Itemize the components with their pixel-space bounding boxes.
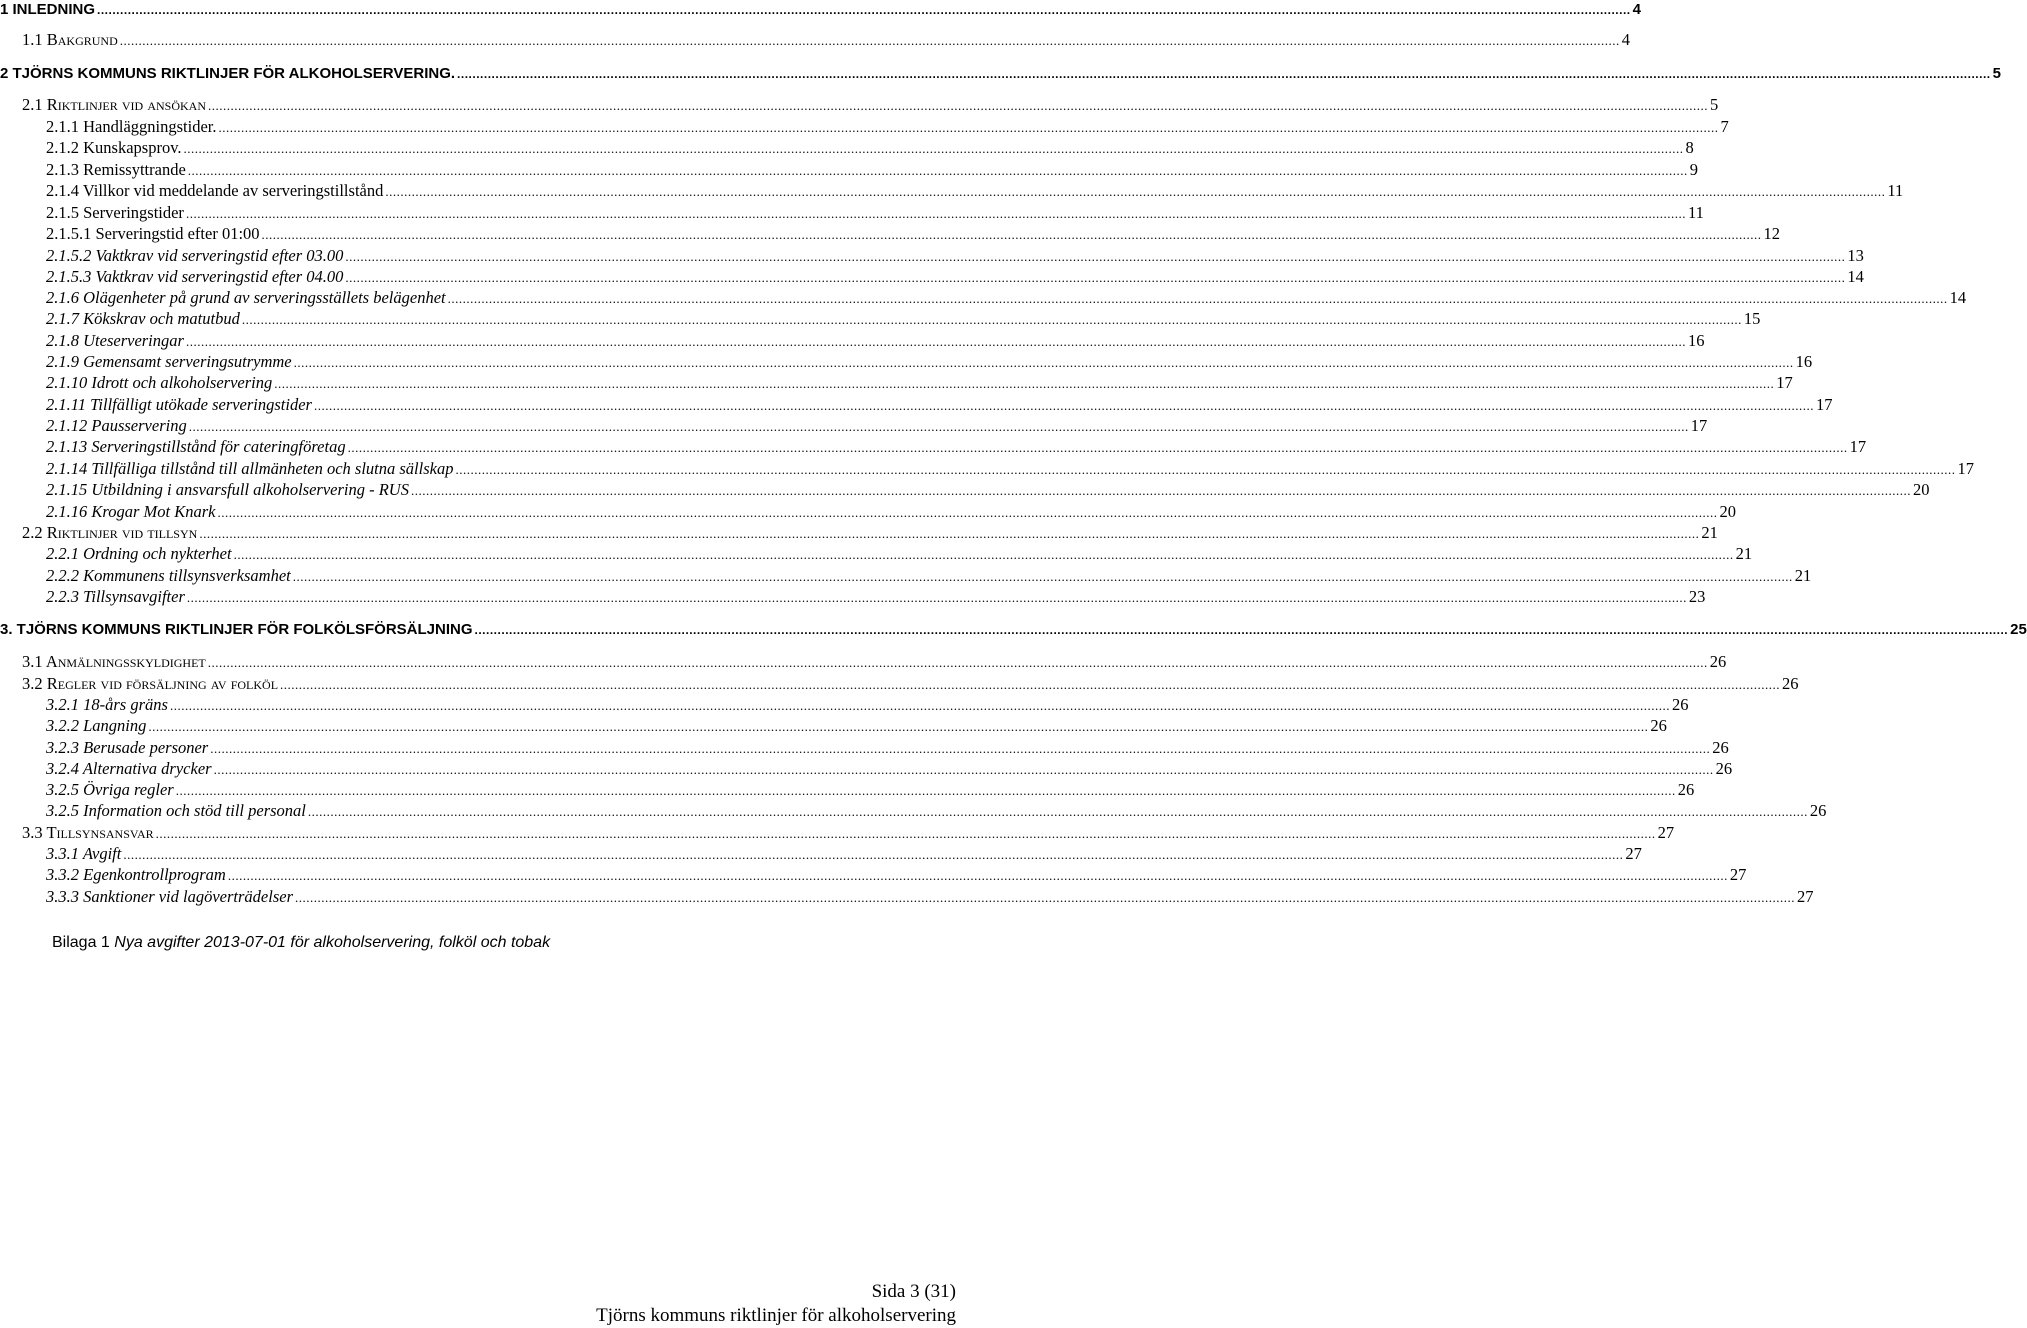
toc-entry-title: 2.1.8 Uteserveringar bbox=[46, 331, 184, 350]
toc-entry-title: 3.3 Tillsynsansvar bbox=[22, 823, 154, 842]
toc-leader-dots: ................................................................................................................................................................................................................................................................................................................................................................................................................ bbox=[210, 741, 1711, 756]
toc-entry[interactable] bbox=[46, 459, 1974, 479]
toc-leader-dots: ................................................................................................................................................................................................................................................................................................................................................................................................................ bbox=[345, 249, 1846, 264]
toc-entry[interactable] bbox=[46, 117, 1729, 137]
toc-leader-dots: ................................................................................................................................................................................................................................................................................................................................................................................................................ bbox=[457, 67, 1991, 81]
toc-entry-title: 3.2.3 Berusade personer bbox=[46, 738, 209, 757]
toc-entry[interactable] bbox=[46, 203, 1704, 223]
toc-entry-page: 4 bbox=[1621, 30, 1631, 49]
toc-entry-page: 14 bbox=[1949, 288, 1967, 307]
toc-entry-page: 8 bbox=[1685, 138, 1694, 157]
toc-entry[interactable] bbox=[22, 823, 1675, 843]
toc-entry-title: 2.1.5.2 Vaktkrav vid serveringstid efter 03.00 bbox=[46, 246, 344, 265]
toc-entry-title: 3.2.2 Langning bbox=[46, 716, 147, 735]
toc-leader-dots: ................................................................................................................................................................................................................................................................................................................................................................................................................ bbox=[292, 569, 1793, 584]
toc-entry-page: 17 bbox=[1849, 437, 1867, 456]
toc-entry-title: 3.2 Regler vid försäljning av folköl bbox=[22, 674, 279, 693]
toc-entry-title: 3.2.4 Alternativa drycker bbox=[46, 759, 212, 778]
toc-entry-title: 2.1.7 Kökskrav och matutbud bbox=[46, 309, 240, 328]
toc-leader-dots: ................................................................................................................................................................................................................................................................................................................................................................................................................ bbox=[183, 141, 1684, 156]
toc-entry-page: 13 bbox=[1847, 246, 1864, 265]
toc-leader-dots: ................................................................................................................................................................................................................................................................................................................................................................................................................ bbox=[97, 3, 1631, 17]
toc-leader-dots: ................................................................................................................................................................................................................................................................................................................................................................................................................ bbox=[241, 312, 1742, 327]
toc-entry-title: 2.2 Riktlinjer vid tillsyn bbox=[22, 523, 198, 542]
toc-entry-title: 2.1.15 Utbildning i ansvarsfull alkoholservering - RUS bbox=[46, 480, 409, 499]
appendix-label: Bilaga 1 bbox=[52, 934, 110, 951]
toc-entry-page: 16 bbox=[1795, 352, 1813, 371]
toc-entry-title: 2.1.5.1 Serveringstid efter 01:00 bbox=[46, 224, 260, 243]
toc-leader-dots: ................................................................................................................................................................................................................................................................................................................................................................................................................ bbox=[155, 826, 1656, 841]
toc-entry-title: 2.2.1 Ordning och nykterhet bbox=[46, 544, 232, 563]
toc-entry-page: 26 bbox=[1677, 780, 1695, 799]
toc-entry[interactable] bbox=[46, 865, 1747, 885]
toc-entry-page: 11 bbox=[1687, 203, 1704, 222]
toc-leader-dots: ................................................................................................................................................................................................................................................................................................................................................................................................................ bbox=[295, 890, 1796, 905]
toc-entry-title: 1 INLEDNING bbox=[0, 1, 96, 18]
toc-entry[interactable] bbox=[22, 674, 1799, 694]
toc-entry[interactable] bbox=[22, 95, 1719, 115]
toc-entry-page: 12 bbox=[1763, 224, 1781, 243]
toc-leader-dots: ................................................................................................................................................................................................................................................................................................................................................................................................................ bbox=[313, 398, 1814, 413]
toc-entry[interactable] bbox=[46, 138, 1694, 158]
toc-leader-dots: ................................................................................................................................................................................................................................................................................................................................................................................................................ bbox=[218, 120, 1719, 135]
page-number: Sida 3 (31) bbox=[871, 1281, 956, 1302]
toc-entry-title: 2.1.1 Handläggningstider. bbox=[46, 117, 217, 136]
toc-entry-page: 9 bbox=[1689, 160, 1699, 179]
toc-entry-title: 2.1.12 Pausservering bbox=[46, 416, 187, 435]
toc-entry-page: 27 bbox=[1797, 887, 1814, 906]
toc-entry-title: 2.1.5.3 Vaktkrav vid serveringstid efter 04.00 bbox=[46, 267, 344, 286]
toc-entry-page: 17 bbox=[1957, 459, 1974, 478]
toc-entry[interactable] bbox=[46, 373, 1793, 393]
toc-entry-title: 3. TJÖRNS KOMMUNS RIKTLINJER FÖR FOLKÖLSFÖRSÄLJNING bbox=[0, 621, 473, 638]
toc-entry[interactable] bbox=[46, 759, 1733, 779]
toc-leader-dots: ................................................................................................................................................................................................................................................................................................................................................................................................................ bbox=[227, 868, 1728, 883]
toc-entry-page: 14 bbox=[1847, 267, 1864, 286]
toc-entry[interactable] bbox=[46, 780, 1695, 800]
toc-entry[interactable] bbox=[46, 887, 1814, 907]
toc-entry-page: 26 bbox=[1809, 801, 1827, 820]
toc-entry-page: 17 bbox=[1815, 395, 1833, 414]
toc-entry[interactable] bbox=[46, 160, 1699, 180]
toc-leader-dots: ................................................................................................................................................................................................................................................................................................................................................................................................................ bbox=[293, 355, 1794, 370]
toc-leader-dots: ................................................................................................................................................................................................................................................................................................................................................................................................................ bbox=[233, 547, 1734, 562]
toc-leader-dots: ................................................................................................................................................................................................................................................................................................................................................................................................................ bbox=[274, 376, 1775, 391]
toc-leader-dots: ................................................................................................................................................................................................................................................................................................................................................................................................................ bbox=[410, 483, 1911, 498]
toc-entry-page: 26 bbox=[1671, 695, 1689, 714]
toc-entry-title: 2.1.5 Serveringstider bbox=[46, 203, 184, 222]
toc-leader-dots: ................................................................................................................................................................................................................................................................................................................................................................................................................ bbox=[175, 783, 1676, 798]
toc-leader-dots: ................................................................................................................................................................................................................................................................................................................................................................................................................ bbox=[474, 623, 2009, 637]
toc-entry-page: 20 bbox=[1719, 502, 1736, 521]
toc-leader-dots: ................................................................................................................................................................................................................................................................................................................................................................................................................ bbox=[187, 163, 1688, 178]
toc-entry-title: 2.1.13 Serveringstillstånd för cateringföretag bbox=[46, 437, 346, 456]
toc-entry-page: 25 bbox=[2010, 621, 2027, 638]
toc-entry-page: 26 bbox=[1782, 674, 1799, 693]
toc-leader-dots: ................................................................................................................................................................................................................................................................................................................................................................................................................ bbox=[123, 847, 1624, 862]
toc-leader-dots: ................................................................................................................................................................................................................................................................................................................................................................................................................ bbox=[208, 98, 1708, 113]
toc-entry-title: 3.3.2 Egenkontrollprogram bbox=[46, 865, 226, 884]
toc-entry[interactable] bbox=[46, 695, 1689, 715]
toc-entry[interactable] bbox=[46, 844, 1642, 864]
toc-leader-dots: ................................................................................................................................................................................................................................................................................................................................................................................................................ bbox=[345, 270, 1846, 285]
toc-entry[interactable] bbox=[46, 587, 1706, 607]
toc-entry-page: 26 bbox=[1715, 759, 1733, 778]
toc-entry-page: 15 bbox=[1743, 309, 1761, 328]
toc-leader-dots: ................................................................................................................................................................................................................................................................................................................................................................................................................ bbox=[347, 440, 1848, 455]
toc-entry-page: 21 bbox=[1794, 566, 1812, 585]
toc-entry-title: 2.1.2 Kunskapsprov. bbox=[46, 138, 182, 157]
toc-entry-page: 5 bbox=[1710, 95, 1719, 114]
toc-entry-page: 17 bbox=[1776, 373, 1793, 392]
toc-leader-dots: ................................................................................................................................................................................................................................................................................................................................................................................................................ bbox=[447, 291, 1948, 306]
toc-entry-title: 3.1 Anmälningsskyldighet bbox=[22, 652, 206, 671]
toc-entry-page: 17 bbox=[1690, 416, 1708, 435]
toc-entry-page: 26 bbox=[1650, 716, 1667, 735]
toc-entry-title: 2 TJÖRNS KOMMUNS RIKTLINJER FÖR ALKOHOLSERVERING. bbox=[0, 65, 456, 82]
toc-leader-dots: ................................................................................................................................................................................................................................................................................................................................................................................................................ bbox=[213, 762, 1714, 777]
toc-leader-dots: ................................................................................................................................................................................................................................................................................................................................................................................................................ bbox=[119, 33, 1620, 48]
toc-entry[interactable] bbox=[46, 181, 1904, 201]
toc-entry[interactable] bbox=[46, 544, 1753, 564]
toc-entry-title: 2.1.11 Tillfälligt utökade serveringstider bbox=[46, 395, 312, 414]
page-footer bbox=[596, 1280, 956, 1328]
toc-entry-page: 7 bbox=[1720, 117, 1729, 136]
toc-leader-dots: ................................................................................................................................................................................................................................................................................................................................................................................................................ bbox=[217, 505, 1718, 520]
toc-leader-dots: ................................................................................................................................................................................................................................................................................................................................................................................................................ bbox=[207, 655, 1708, 670]
toc-entry-title: 2.1.9 Gemensamt serveringsutrymme bbox=[46, 352, 292, 371]
toc-leader-dots: ................................................................................................................................................................................................................................................................................................................................................................................................................ bbox=[455, 462, 1956, 477]
appendix-line bbox=[52, 934, 550, 952]
toc-entry[interactable] bbox=[46, 309, 1761, 329]
toc-entry-page: 26 bbox=[1709, 652, 1727, 671]
toc-entry[interactable] bbox=[22, 652, 1727, 672]
toc-entry[interactable] bbox=[46, 738, 1729, 758]
toc-leader-dots: ................................................................................................................................................................................................................................................................................................................................................................................................................ bbox=[185, 206, 1686, 221]
toc-entry-title: 2.1.16 Krogar Mot Knark bbox=[46, 502, 216, 521]
toc-entry[interactable] bbox=[22, 523, 1718, 543]
appendix-title: Nya avgifter 2013-07-01 för alkoholservering, folköl och tobak bbox=[114, 934, 551, 951]
toc-entry[interactable] bbox=[46, 267, 1864, 287]
toc-entry-page: 16 bbox=[1687, 331, 1705, 350]
toc-entry[interactable] bbox=[0, 64, 2001, 84]
toc-entry-title: 2.1 Riktlinjer vid ansökan bbox=[22, 95, 206, 114]
toc-entry-title: 2.1.14 Tillfälliga tillstånd till allmänheten och slutna sällskap bbox=[46, 459, 454, 478]
toc-entry-page: 23 bbox=[1688, 587, 1706, 606]
toc-entry-title: 2.1.10 Idrott och alkoholservering bbox=[46, 373, 273, 392]
toc-entry[interactable] bbox=[0, 0, 1641, 20]
toc-entry-title: 2.2.3 Tillsynsavgifter bbox=[46, 587, 185, 606]
toc-entry-page: 27 bbox=[1625, 844, 1642, 863]
toc-leader-dots: ................................................................................................................................................................................................................................................................................................................................................................................................................ bbox=[199, 526, 1700, 541]
toc-entry-page: 4 bbox=[1632, 1, 1641, 18]
toc-entry[interactable] bbox=[46, 480, 1930, 500]
toc-entry[interactable] bbox=[46, 352, 1813, 372]
toc-entry-title: 3.3.1 Avgift bbox=[46, 844, 122, 863]
toc-entry-title: 2.1.3 Remissyttrande bbox=[46, 160, 186, 179]
document-title: Tjörns kommuns riktlinjer för alkoholservering bbox=[596, 1305, 956, 1326]
toc-entry-page: 27 bbox=[1729, 865, 1747, 884]
toc-leader-dots: ................................................................................................................................................................................................................................................................................................................................................................................................................ bbox=[188, 419, 1689, 434]
toc-entry-title: 3.2.1 18-års gräns bbox=[46, 695, 168, 714]
toc-entry-title: 3.2.5 Övriga regler bbox=[46, 780, 174, 799]
toc-leader-dots: ................................................................................................................................................................................................................................................................................................................................................................................................................ bbox=[169, 698, 1670, 713]
toc-entry-title: 3.2.5 Information och stöd till personal bbox=[46, 801, 306, 820]
toc-leader-dots: ................................................................................................................................................................................................................................................................................................................................................................................................................ bbox=[307, 804, 1808, 819]
toc-entry-page: 26 bbox=[1712, 738, 1729, 757]
toc-entry-page: 21 bbox=[1735, 544, 1753, 563]
toc-entry[interactable] bbox=[46, 331, 1705, 351]
toc-entry[interactable] bbox=[46, 288, 1967, 308]
toc-entry-title: 2.2.2 Kommunens tillsynsverksamhet bbox=[46, 566, 291, 585]
toc-entry-page: 21 bbox=[1701, 523, 1718, 542]
toc-entry[interactable] bbox=[46, 416, 1708, 436]
toc-leader-dots: ................................................................................................................................................................................................................................................................................................................................................................................................................ bbox=[185, 334, 1686, 349]
toc-entry[interactable] bbox=[22, 30, 1631, 50]
toc-entry-title: 2.1.4 Villkor vid meddelande av serveringstillstånd bbox=[46, 181, 384, 200]
toc-entry-page: 11 bbox=[1887, 181, 1904, 200]
toc-leader-dots: ................................................................................................................................................................................................................................................................................................................................................................................................................ bbox=[385, 184, 1886, 199]
toc-leader-dots: ................................................................................................................................................................................................................................................................................................................................................................................................................ bbox=[280, 677, 1781, 692]
toc-entry[interactable] bbox=[46, 566, 1812, 586]
toc-entry[interactable] bbox=[46, 437, 1867, 457]
toc-entry-page: 20 bbox=[1912, 480, 1930, 499]
toc-entry-page: 5 bbox=[1992, 65, 2001, 82]
toc-entry-title: 1.1 Bakgrund bbox=[22, 30, 118, 49]
toc-entry[interactable] bbox=[46, 395, 1833, 415]
toc-entry[interactable] bbox=[46, 801, 1827, 821]
toc-entry[interactable] bbox=[46, 716, 1667, 736]
toc-leader-dots: ................................................................................................................................................................................................................................................................................................................................................................................................................ bbox=[186, 590, 1687, 605]
toc-entry-title: 3.3.3 Sanktioner vid lagöverträdelser bbox=[46, 887, 294, 906]
toc-entry-page: 27 bbox=[1657, 823, 1675, 842]
toc-entry[interactable] bbox=[46, 502, 1736, 522]
toc-entry[interactable] bbox=[46, 246, 1864, 266]
toc-entry-title: 2.1.6 Olägenheter på grund av serveringsställets belägenhet bbox=[46, 288, 446, 307]
toc-entry[interactable] bbox=[0, 620, 2027, 640]
toc-leader-dots: ................................................................................................................................................................................................................................................................................................................................................................................................................ bbox=[148, 719, 1649, 734]
toc-leader-dots: ................................................................................................................................................................................................................................................................................................................................................................................................................ bbox=[261, 227, 1762, 242]
toc-entry[interactable] bbox=[46, 224, 1781, 244]
